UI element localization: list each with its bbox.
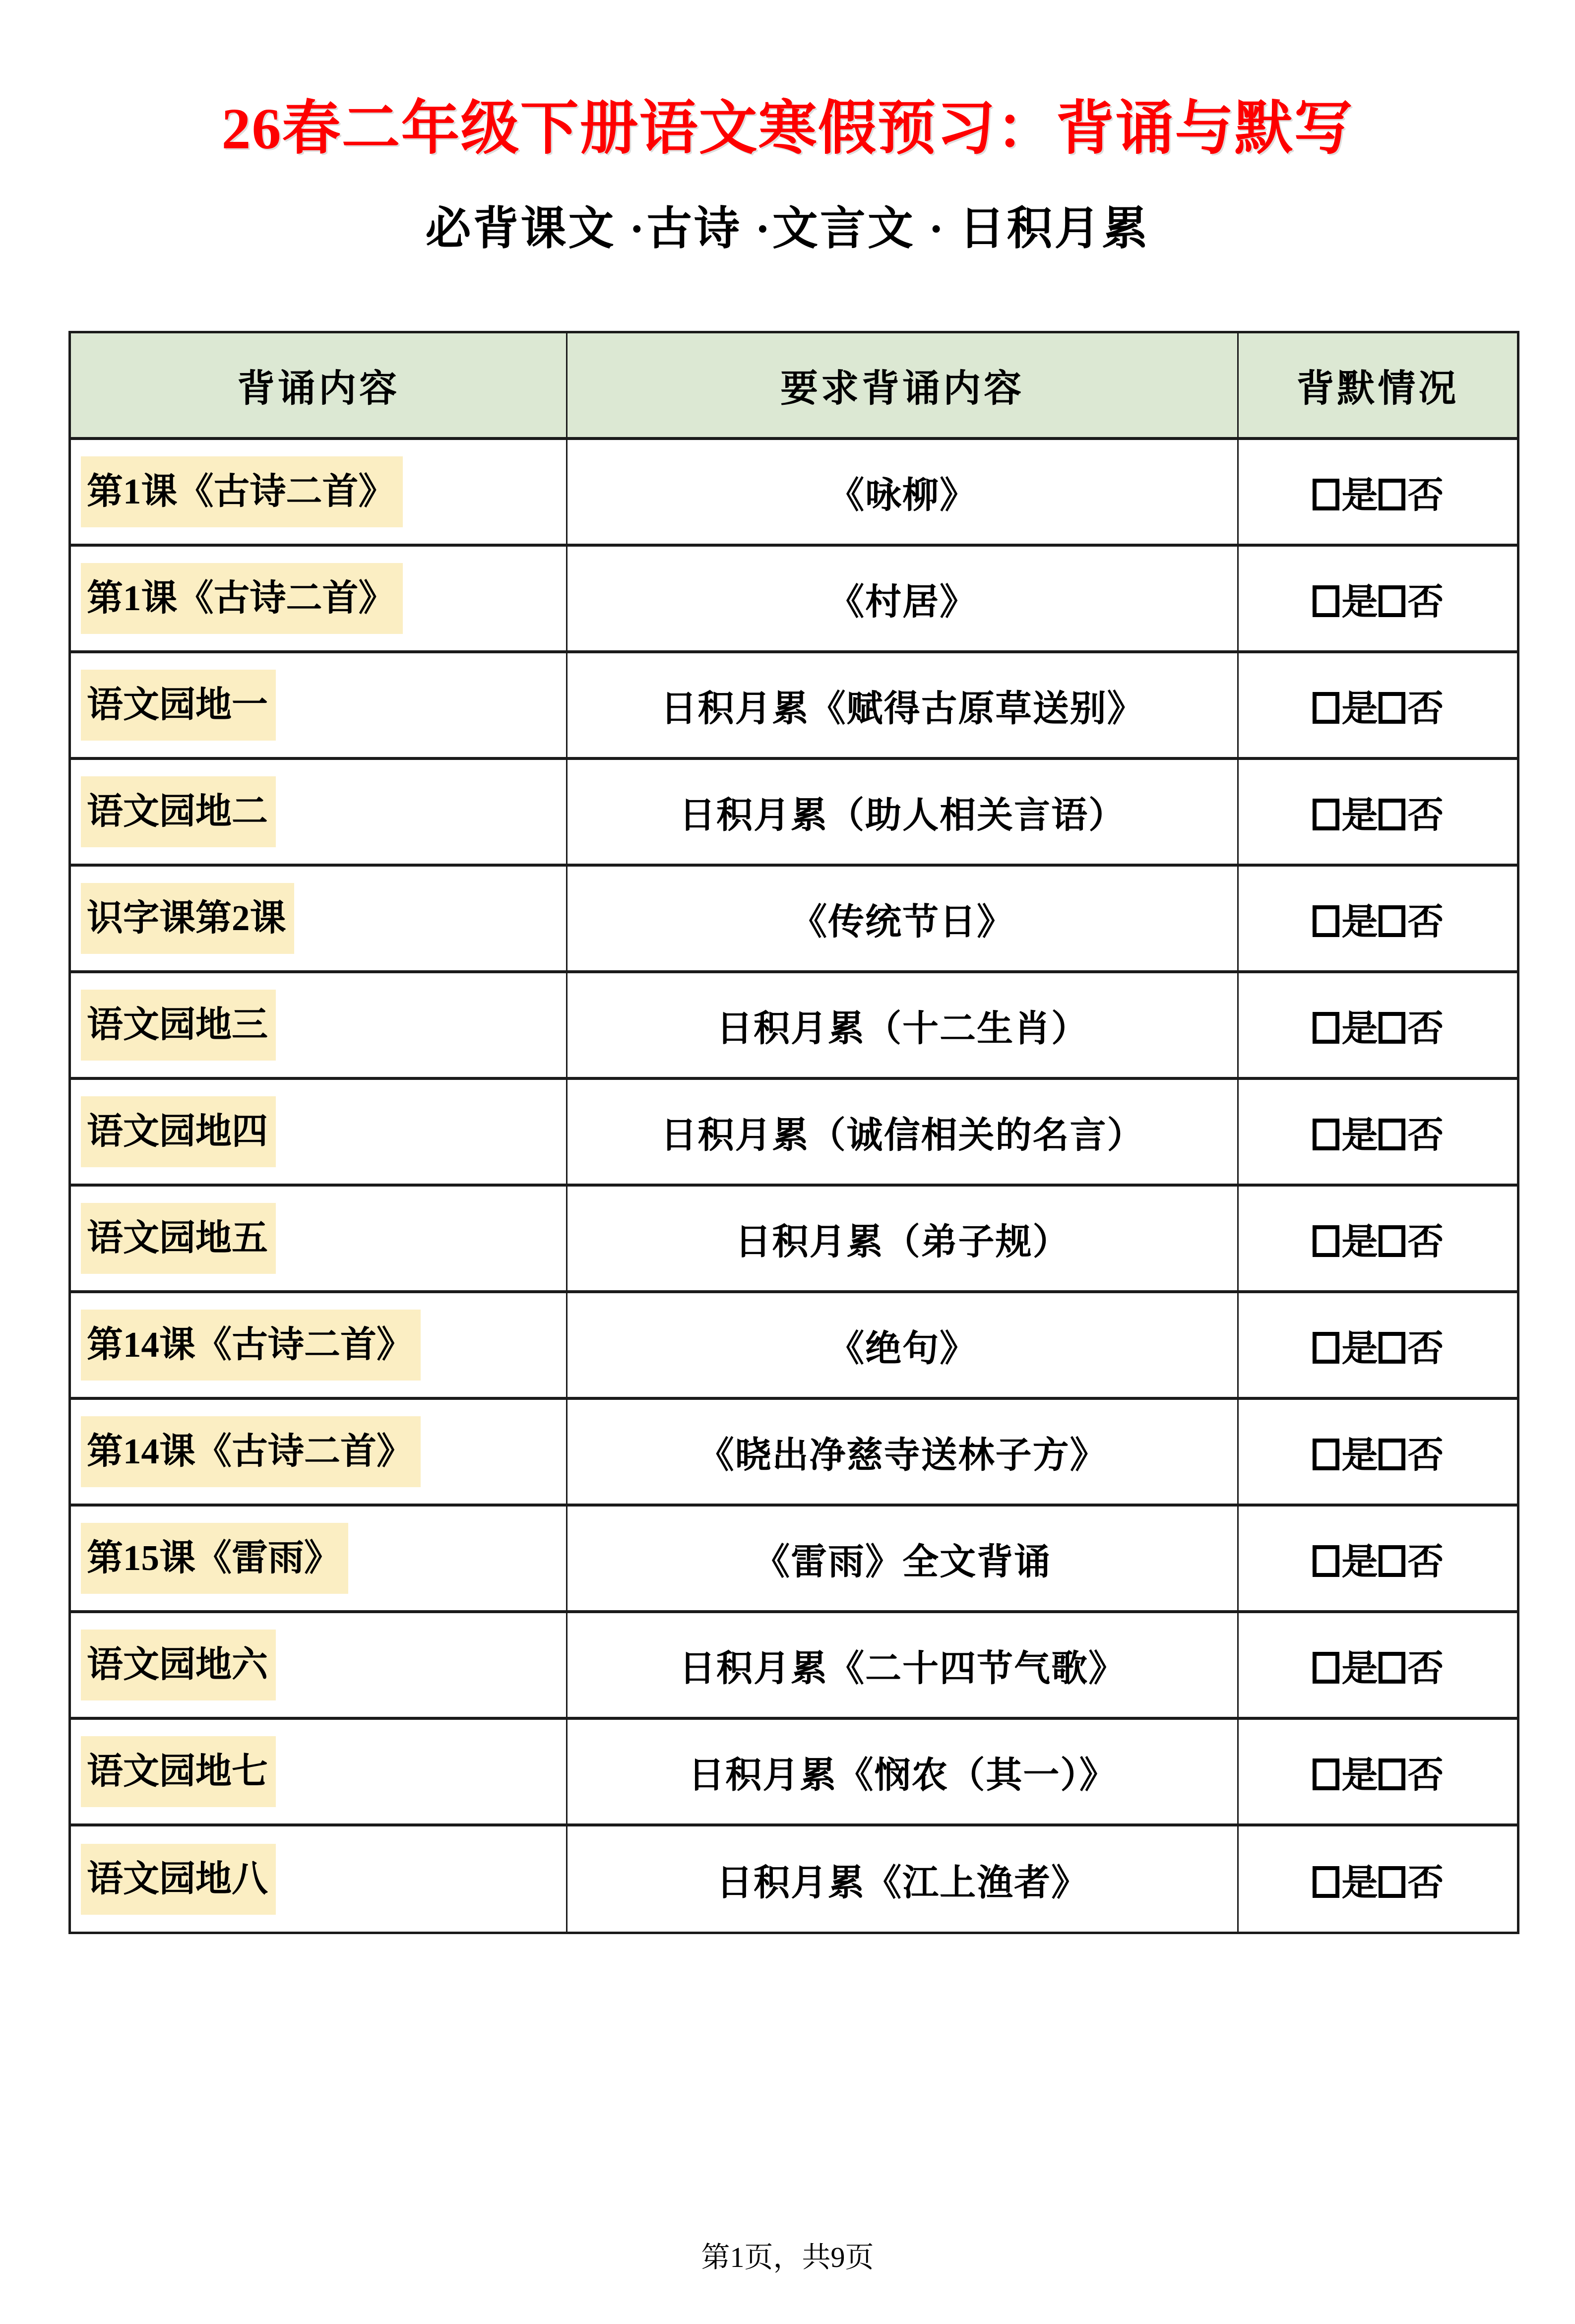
required-content-cell: 《绝句》 (567, 1292, 1238, 1398)
checkbox-square-icon (1379, 479, 1405, 510)
table-row (71, 1185, 1517, 1292)
recitation-table (71, 333, 1517, 1932)
required-content-cell: 《传统节日》 (567, 865, 1238, 972)
lesson-highlight: 语文园地二 (81, 776, 276, 847)
table-row (71, 652, 1517, 758)
status-label: 否 (1407, 475, 1444, 516)
lesson-highlight: 语文园地一 (81, 670, 276, 741)
status-label: 否 (1407, 1008, 1444, 1049)
status-label: 是 (1341, 1008, 1378, 1049)
lesson-highlight: 第1课《古诗二首》 (81, 456, 403, 527)
status-cell (1238, 758, 1517, 865)
lesson-cell (71, 439, 567, 545)
column-header-status: 背默情况 (1238, 333, 1517, 439)
required-content-cell: 日积月累《二十四节气歌》 (567, 1612, 1238, 1718)
status-cell (1238, 1398, 1517, 1505)
checkbox-square-icon (1379, 1439, 1405, 1470)
checkbox-square-icon (1313, 1012, 1339, 1044)
table-header-row (71, 333, 1517, 439)
lesson-cell (71, 1505, 567, 1612)
lesson-cell (71, 865, 567, 972)
checkbox-square-icon (1313, 1545, 1339, 1577)
status-cell (1238, 1505, 1517, 1612)
checkbox-square-icon (1313, 1866, 1339, 1898)
status-cell (1238, 1718, 1517, 1825)
lesson-cell (71, 1718, 567, 1825)
column-header-content: 要求背诵内容 (567, 333, 1238, 439)
required-content-cell: 日积月累《赋得古原草送别》 (567, 652, 1238, 758)
table-row (71, 1398, 1517, 1505)
required-content-cell: 《晓出净慈寺送林子方》 (567, 1398, 1238, 1505)
table-row (71, 439, 1517, 545)
status-cell (1238, 1825, 1517, 1932)
status-label: 是 (1341, 1542, 1378, 1582)
status-label: 否 (1407, 1648, 1444, 1689)
page-title: 26春二年级下册语文寒假预习：背诵与默写 (221, 96, 1354, 161)
lesson-cell (71, 545, 567, 652)
status-cell (1238, 652, 1517, 758)
checkbox-square-icon (1313, 1332, 1339, 1364)
status-label: 是 (1341, 689, 1378, 729)
table-row (71, 1078, 1517, 1185)
lesson-highlight: 语文园地四 (81, 1096, 276, 1167)
checkbox-square-icon (1313, 1652, 1339, 1684)
status-label: 否 (1407, 902, 1444, 942)
status-label: 否 (1407, 1755, 1444, 1796)
status-label: 是 (1341, 795, 1378, 836)
required-content-cell: 日积月累《悯农（其一）》 (567, 1718, 1238, 1825)
lesson-highlight: 语文园地六 (81, 1630, 276, 1700)
status-cell (1238, 1078, 1517, 1185)
lesson-highlight: 第15课《雷雨》 (81, 1523, 348, 1594)
page-subtitle: 必背课文 ·古诗 ·文言文 · 日积月累 (425, 203, 1150, 254)
status-cell (1238, 545, 1517, 652)
checkbox-square-icon (1379, 1012, 1405, 1044)
table-row (71, 1825, 1517, 1932)
table-row (71, 545, 1517, 652)
status-label: 是 (1341, 475, 1378, 516)
status-label: 是 (1341, 1328, 1378, 1369)
lesson-highlight: 识字课第2课 (81, 883, 294, 954)
status-label: 否 (1407, 582, 1444, 623)
column-header-lesson: 背诵内容 (71, 333, 567, 439)
status-label: 是 (1341, 1435, 1378, 1476)
status-label: 是 (1341, 1755, 1378, 1796)
lesson-highlight: 语文园地三 (81, 990, 276, 1061)
lesson-cell (71, 1292, 567, 1398)
lesson-highlight: 语文园地七 (81, 1736, 276, 1807)
required-content-cell: 日积月累（弟子规） (567, 1185, 1238, 1292)
checkbox-square-icon (1313, 1119, 1339, 1150)
checkbox-square-icon (1313, 479, 1339, 510)
table-row (71, 1612, 1517, 1718)
table-row (71, 1292, 1517, 1398)
required-content-cell: 《村居》 (567, 545, 1238, 652)
worksheet-page (0, 97, 1575, 2324)
required-content-cell: 日积月累（助人相关言语） (567, 758, 1238, 865)
status-cell (1238, 1612, 1517, 1718)
checkbox-square-icon (1313, 905, 1339, 937)
checkbox-square-icon (1313, 1225, 1339, 1257)
checkbox-square-icon (1313, 799, 1339, 830)
table-body (71, 439, 1517, 1932)
checkbox-square-icon (1379, 905, 1405, 937)
lesson-cell (71, 972, 567, 1078)
table-row (71, 1505, 1517, 1612)
lesson-highlight: 第14课《古诗二首》 (81, 1416, 421, 1487)
status-cell (1238, 439, 1517, 545)
status-label: 否 (1407, 795, 1444, 836)
status-label: 否 (1407, 1435, 1444, 1476)
status-label: 是 (1341, 582, 1378, 623)
table-row (71, 972, 1517, 1078)
status-cell (1238, 972, 1517, 1078)
checkbox-square-icon (1379, 1545, 1405, 1577)
lesson-highlight: 语文园地八 (81, 1844, 276, 1915)
required-content-cell: 日积月累（诚信相关的名言） (567, 1078, 1238, 1185)
lesson-cell (71, 1078, 567, 1185)
checkbox-square-icon (1313, 1439, 1339, 1470)
status-label: 是 (1341, 1648, 1378, 1689)
status-label: 否 (1407, 689, 1444, 729)
checkbox-square-icon (1379, 1866, 1405, 1898)
checkbox-square-icon (1313, 585, 1339, 617)
status-label: 否 (1407, 1862, 1444, 1903)
checkbox-square-icon (1379, 585, 1405, 617)
lesson-cell (71, 1825, 567, 1932)
lesson-highlight: 第14课《古诗二首》 (81, 1310, 421, 1381)
checkbox-square-icon (1379, 799, 1405, 830)
required-content-cell: 《咏柳》 (567, 439, 1238, 545)
status-label: 是 (1341, 902, 1378, 942)
checkbox-square-icon (1313, 1759, 1339, 1790)
status-label: 否 (1407, 1115, 1444, 1156)
checkbox-square-icon (1379, 1119, 1405, 1150)
status-label: 是 (1341, 1862, 1378, 1903)
status-label: 是 (1341, 1115, 1378, 1156)
status-cell (1238, 1292, 1517, 1398)
table-row (71, 1718, 1517, 1825)
status-label: 否 (1407, 1222, 1444, 1262)
checkbox-square-icon (1379, 1652, 1405, 1684)
status-cell (1238, 865, 1517, 972)
table-row (71, 865, 1517, 972)
lesson-highlight: 语文园地五 (81, 1203, 276, 1274)
lesson-cell (71, 652, 567, 758)
required-content-cell: 《雷雨》全文背诵 (567, 1505, 1238, 1612)
lesson-cell (71, 1398, 567, 1505)
checkbox-square-icon (1313, 692, 1339, 724)
required-content-cell: 日积月累《江上渔者》 (567, 1825, 1238, 1932)
recitation-table-wrapper (68, 331, 1519, 1934)
status-label: 否 (1407, 1328, 1444, 1369)
lesson-cell (71, 1612, 567, 1718)
lesson-cell (71, 758, 567, 865)
lesson-cell (71, 1185, 567, 1292)
lesson-highlight: 第1课《古诗二首》 (81, 563, 403, 634)
status-label: 否 (1407, 1542, 1444, 1582)
checkbox-square-icon (1379, 1332, 1405, 1364)
checkbox-square-icon (1379, 1759, 1405, 1790)
checkbox-square-icon (1379, 692, 1405, 724)
page-number: 第1页，共9页 (701, 2241, 874, 2273)
checkbox-square-icon (1379, 1225, 1405, 1257)
status-label: 是 (1341, 1222, 1378, 1262)
required-content-cell: 日积月累（十二生肖） (567, 972, 1238, 1078)
status-cell (1238, 1185, 1517, 1292)
table-row (71, 758, 1517, 865)
